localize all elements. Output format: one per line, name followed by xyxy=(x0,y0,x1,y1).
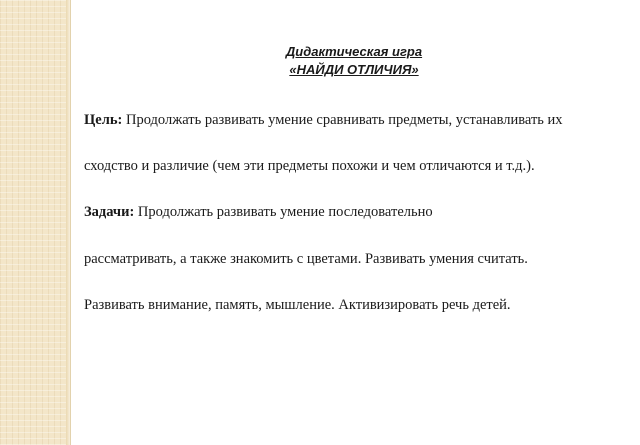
tasks-text-3: Развивать внимание, память, мышление. Активизировать речь детей. xyxy=(84,297,511,313)
goal-text-1: Продолжать развивать умение сравнивать предметы, устанавливать их xyxy=(122,112,563,128)
goal-paragraph xyxy=(84,111,624,129)
document-body xyxy=(84,0,624,445)
tasks-text-1: Продолжать развивать умение последовательно xyxy=(134,204,433,220)
tasks-text-2: рассматривать, а также знакомить с цветами. Развивать умения считать. xyxy=(84,251,528,267)
decorative-margin xyxy=(0,0,71,445)
game-name: «НАЙДИ ОТЛИЧИЯ» xyxy=(289,62,419,77)
document-title: Дидактическая игра xyxy=(285,44,423,59)
tasks-label: Задачи: xyxy=(84,204,135,220)
tasks-paragraph xyxy=(84,203,624,221)
margin-edge xyxy=(66,0,70,445)
goal-label: Цель: xyxy=(84,112,123,128)
goal-text-2: сходство и различие (чем эти предметы похожи и чем отличаются и т.д.). xyxy=(84,158,535,174)
